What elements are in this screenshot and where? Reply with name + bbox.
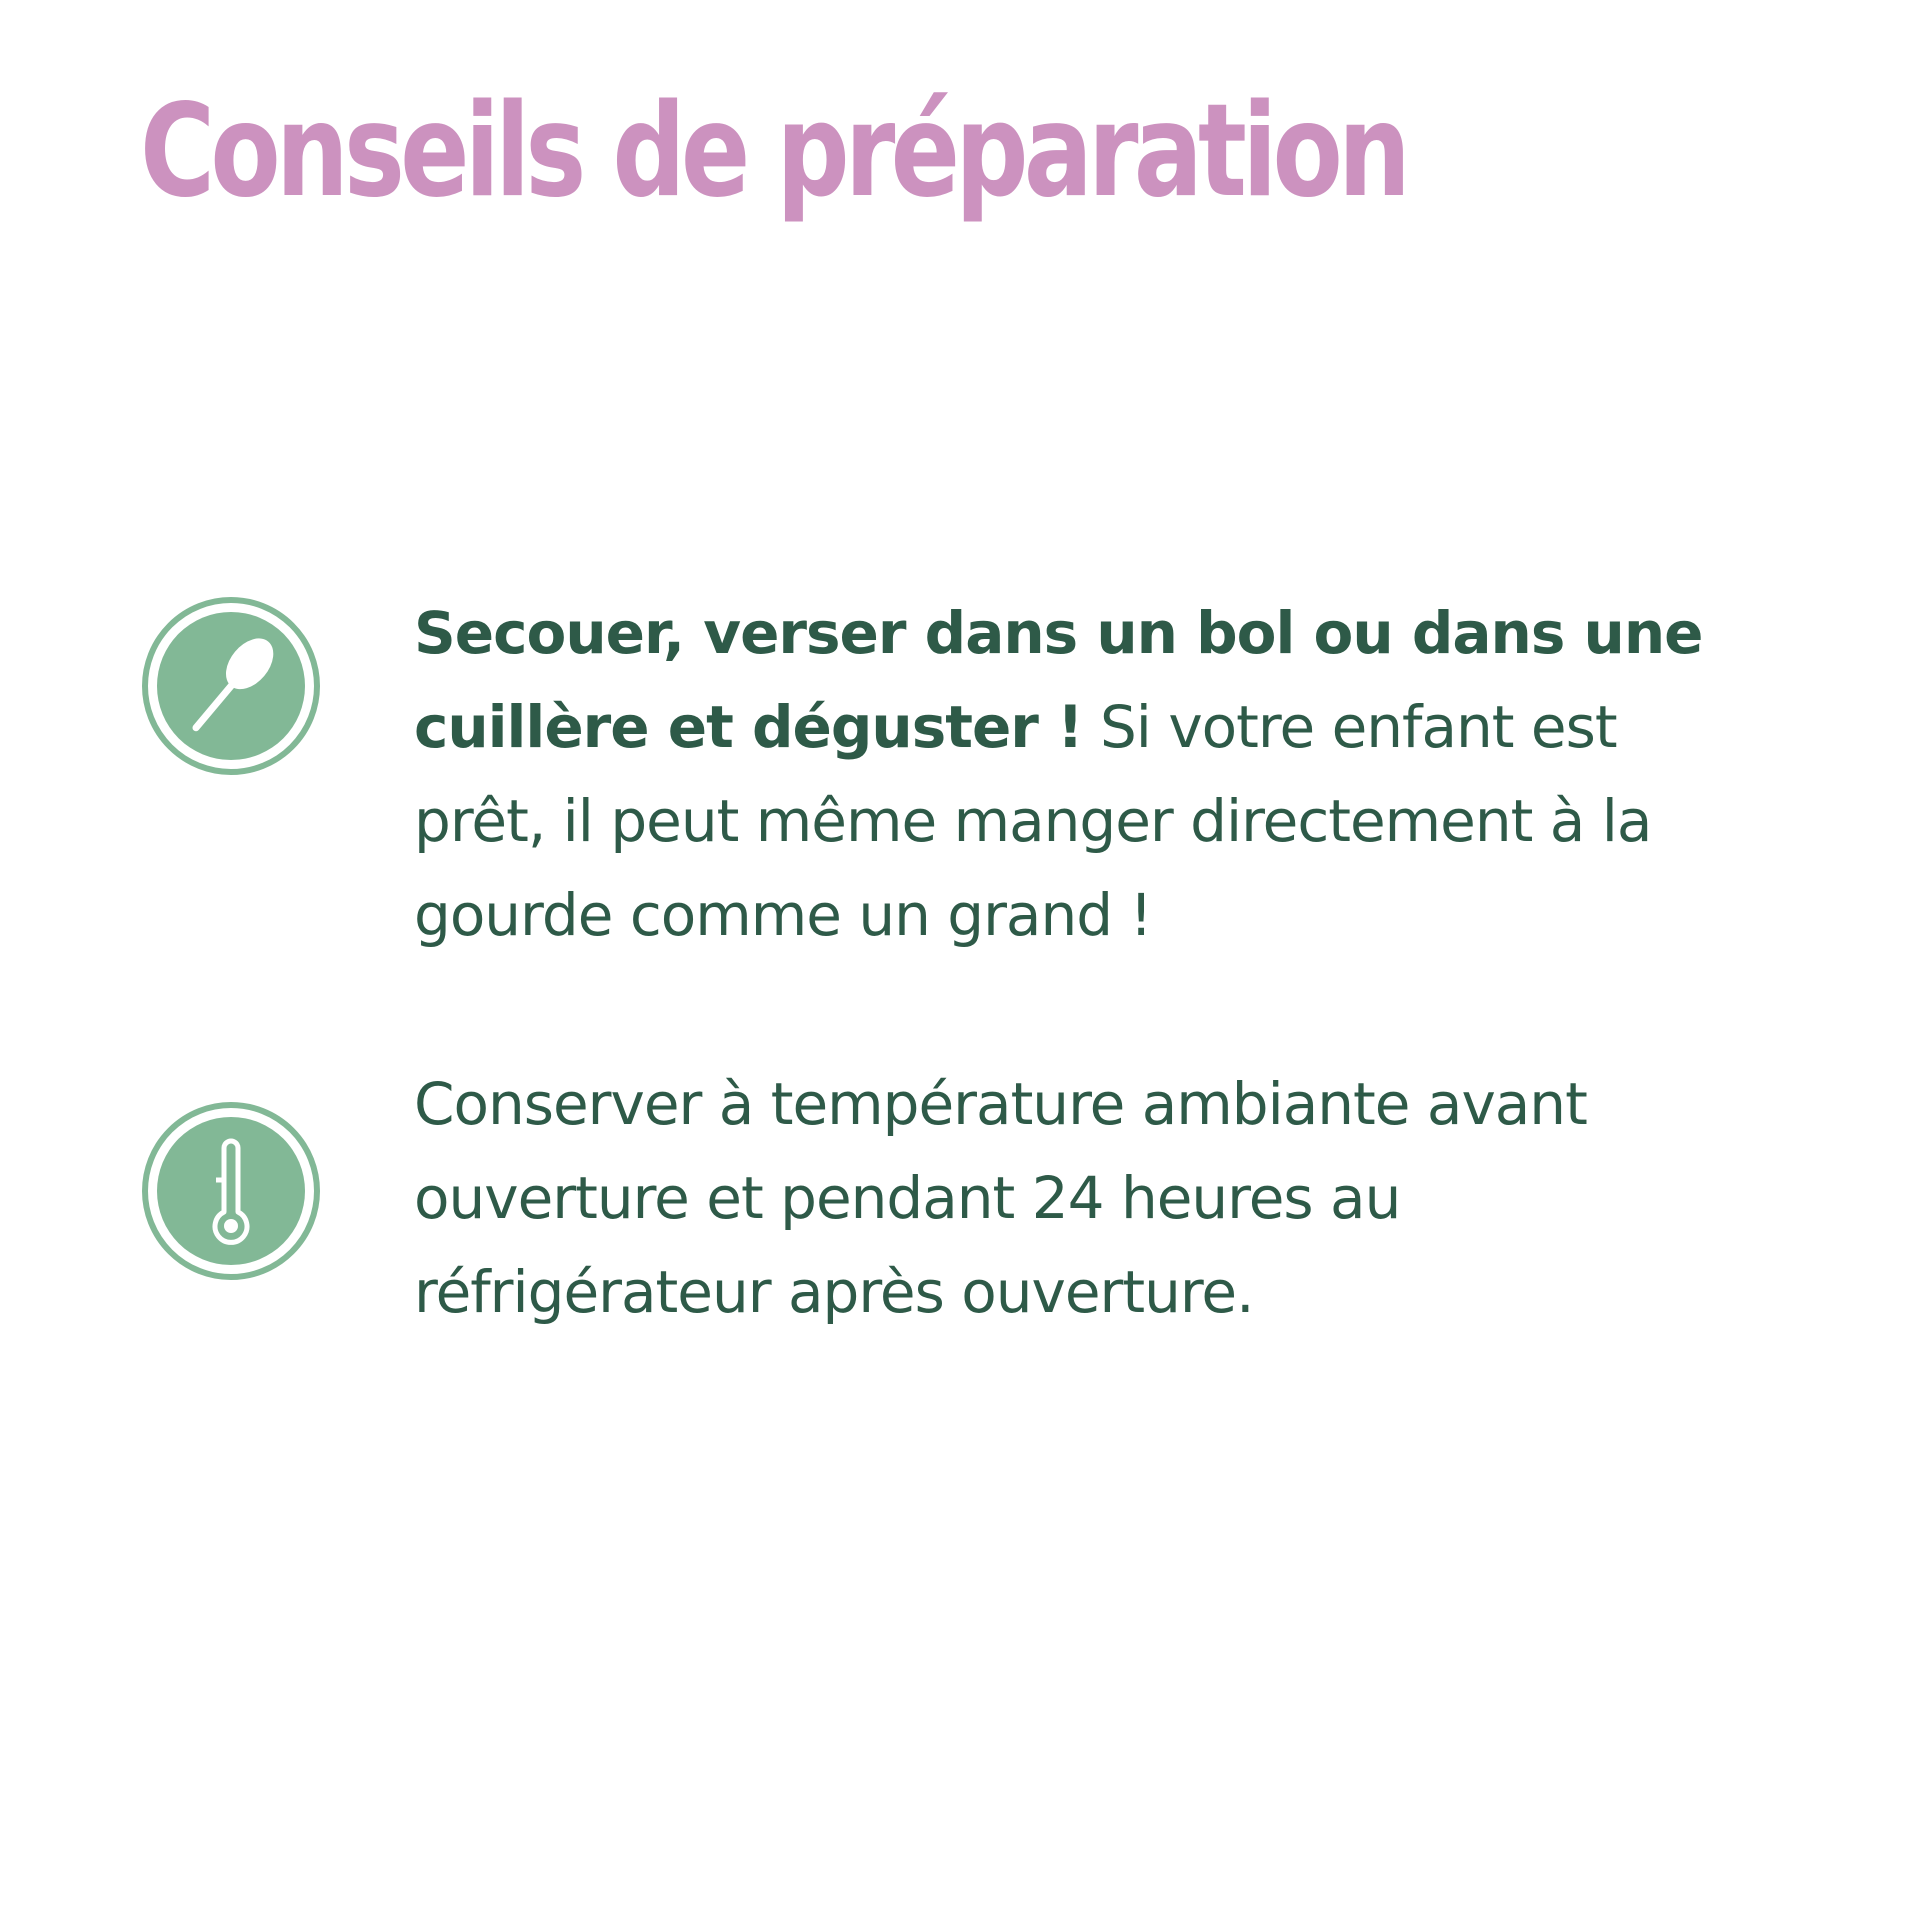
thermometer-icon (140, 1100, 322, 1282)
page-title: Conseils de préparation (140, 77, 1407, 226)
tip-text (414, 586, 1714, 962)
tip-body-text: Si votre enfant est prêt, il peut même manger directement à la gourde comme un grand ! (414, 693, 1652, 949)
tip-text: Conserver à température ambiante avant ouverture et pendant 24 heures au réfrigérateur après ouverture. (414, 1070, 1587, 1326)
spoon-icon (140, 595, 322, 777)
tip-bold-text: Secouer, verser dans un bol ou dans une cuillère et déguster ! (414, 599, 1703, 761)
